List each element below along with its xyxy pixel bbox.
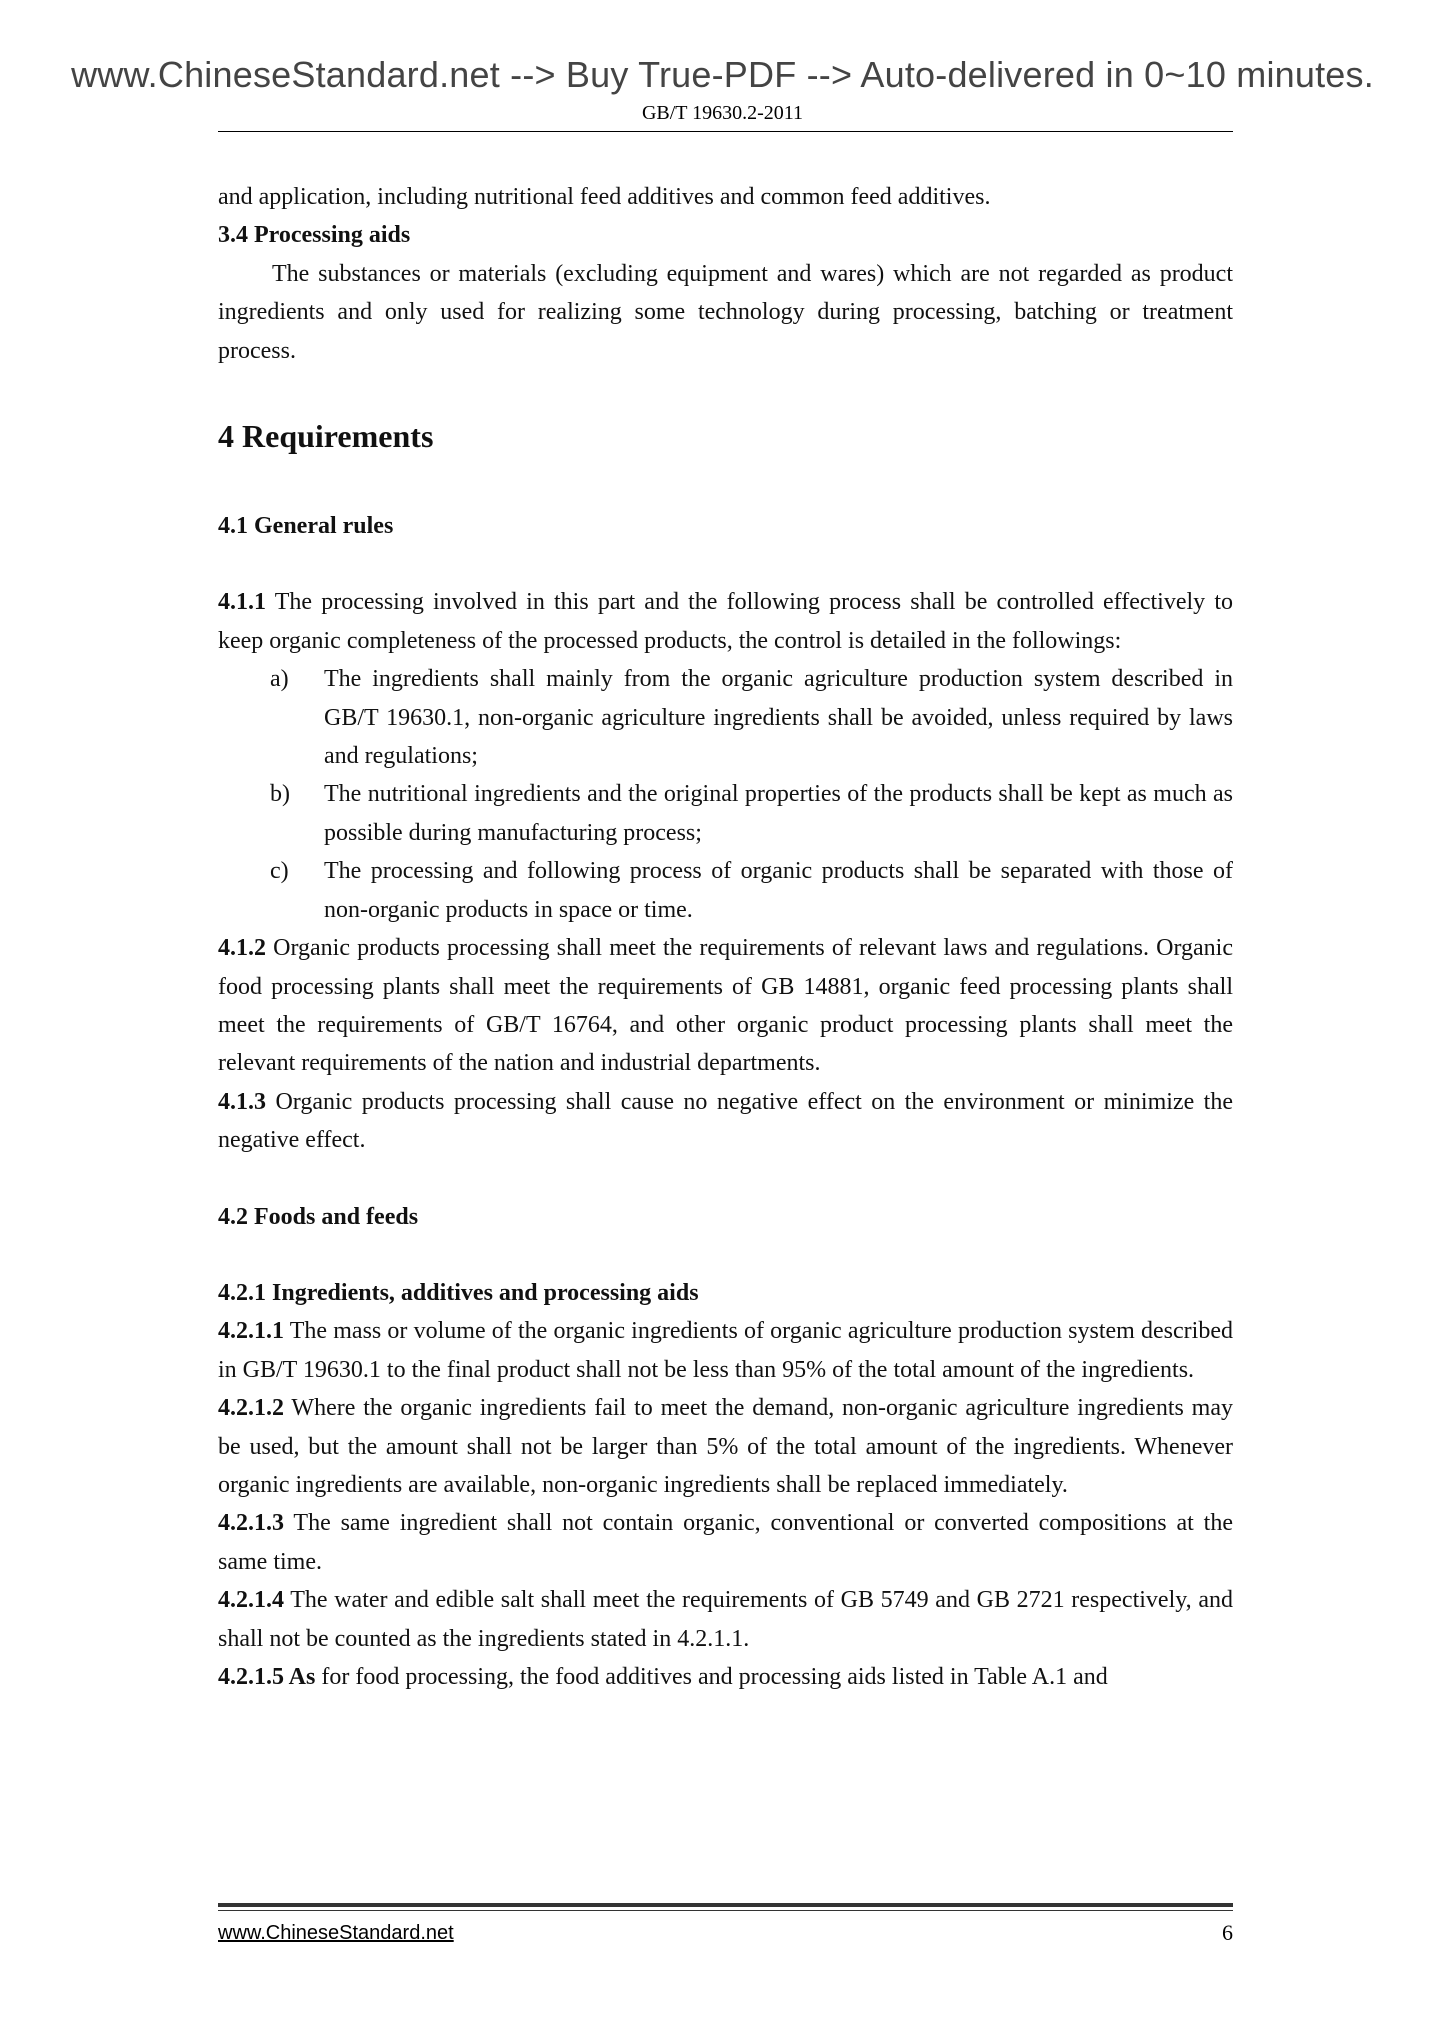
list-marker: a) — [270, 666, 289, 693]
clause-number: 4.1.3 — [218, 1088, 266, 1115]
continuation-paragraph: and application, including nutritional feed additives and common feed additives. — [218, 184, 991, 210]
list-item-text: The processing and following process of organic products shall be separated with those of non-organic products in space or time. — [324, 858, 1233, 923]
section-3-4-paragraph: The substances or materials (excluding equipment and wares) which are not regarded as product ingredients and only used for realizing some technology during processing, batching or treatment process. — [218, 260, 1233, 364]
list-item-a — [218, 660, 1233, 775]
clause-number: 4.2.1.3 — [218, 1510, 284, 1537]
list-item-text: The nutritional ingredients and the original properties of the products shall be kept as much as possible during manufacturing process; — [324, 781, 1233, 846]
clause-number: 4.1.2 — [218, 935, 266, 962]
standard-code: GB/T 19630.2-2011 — [641, 102, 804, 124]
section-3-4-heading: 3.4 Processing aids — [218, 222, 411, 249]
footer-website-link[interactable]: www.ChineseStandard.net — [218, 1922, 454, 1944]
header-banner: www.ChineseStandard.net --> Buy True-PDF --> Auto-delivered in 0~10 minutes. — [71, 54, 1374, 95]
clause-4-2-1-3 — [218, 1504, 1233, 1581]
clause-text: The processing involved in this part and the following process shall be controlled effectively to keep organic completeness of the processed products, the control is detailed in the followings: — [218, 589, 1233, 654]
page-number: 6 — [1222, 1920, 1233, 1945]
clause-text: Organic products processing shall meet the requirements of relevant laws and regulations. Organic food processing plants shall meet the requirements of GB 14881, organic feed processing plants shall meet the requirements of GB/T 16764, and other organic product processing plants shall meet the relevant requirements of the nation and industrial departments. — [218, 935, 1233, 1077]
clause-number: 4.2.1.5 As — [218, 1664, 316, 1690]
clause-text: The water and edible salt shall meet the requirements of GB 5749 and GB 2721 respectively, and shall not be counted as the ingredients stated in 4.2.1.1. — [218, 1587, 1233, 1652]
clause-4-2-1-2 — [218, 1389, 1233, 1504]
list-item-text: The ingredients shall mainly from the organic agriculture production system described in GB/T 19630.1, non-organic agriculture ingredients shall be avoided, unless required by laws and regulations; — [324, 666, 1233, 770]
list-item-c — [218, 852, 1233, 929]
section-4-2-heading: 4.2 Foods and feeds — [218, 1203, 419, 1230]
list-item-b — [218, 775, 1233, 852]
section-4-heading: 4 Requirements — [218, 418, 434, 455]
page-body — [218, 178, 1233, 1696]
section-4-1-heading: 4.1 General rules — [218, 513, 394, 540]
footer-divider-thin — [218, 1910, 1233, 1911]
clause-4-2-1-1 — [218, 1312, 1233, 1389]
section-4-2-1-heading: 4.2.1 Ingredients, additives and processing aids — [218, 1279, 699, 1306]
clause-text: The same ingredient shall not contain organic, conventional or converted compositions at the same time. — [218, 1510, 1233, 1575]
clause-4-2-1-4 — [218, 1581, 1233, 1658]
clause-text: Organic products processing shall cause no negative effect on the environment or minimize the negative effect. — [218, 1088, 1234, 1154]
clause-number: 4.2.1.1 — [218, 1318, 284, 1345]
list-marker: b) — [270, 781, 290, 808]
clause-number: 4.1.1 — [218, 589, 266, 616]
clause-4-1-2 — [218, 929, 1233, 1083]
list-marker: c) — [270, 858, 289, 885]
clause-text: The mass or volume of the organic ingredients of organic agriculture production system described in GB/T 19630.1 to the final product shall not be less than 95% of the total amount of the ingredients. — [218, 1318, 1233, 1383]
header-divider — [218, 131, 1233, 132]
clause-number: 4.2.1.2 — [218, 1395, 284, 1422]
clause-text: for food processing, the food additives and processing aids listed in Table A.1 and — [321, 1664, 1108, 1690]
clause-4-1-3 — [218, 1083, 1233, 1160]
clause-number: 4.2.1.4 — [218, 1587, 284, 1614]
clause-4-2-1-5 — [218, 1658, 1233, 1696]
footer-divider-thick — [218, 1903, 1233, 1907]
clause-4-1-1 — [218, 583, 1233, 660]
clause-text: Where the organic ingredients fail to meet the demand, non-organic agriculture ingredients may be used, but the amount shall not be larger than 5% of the total amount of the ingredients. Whenever organic ingredients are available, non-organic ingredients shall be replaced immediately. — [218, 1395, 1233, 1498]
